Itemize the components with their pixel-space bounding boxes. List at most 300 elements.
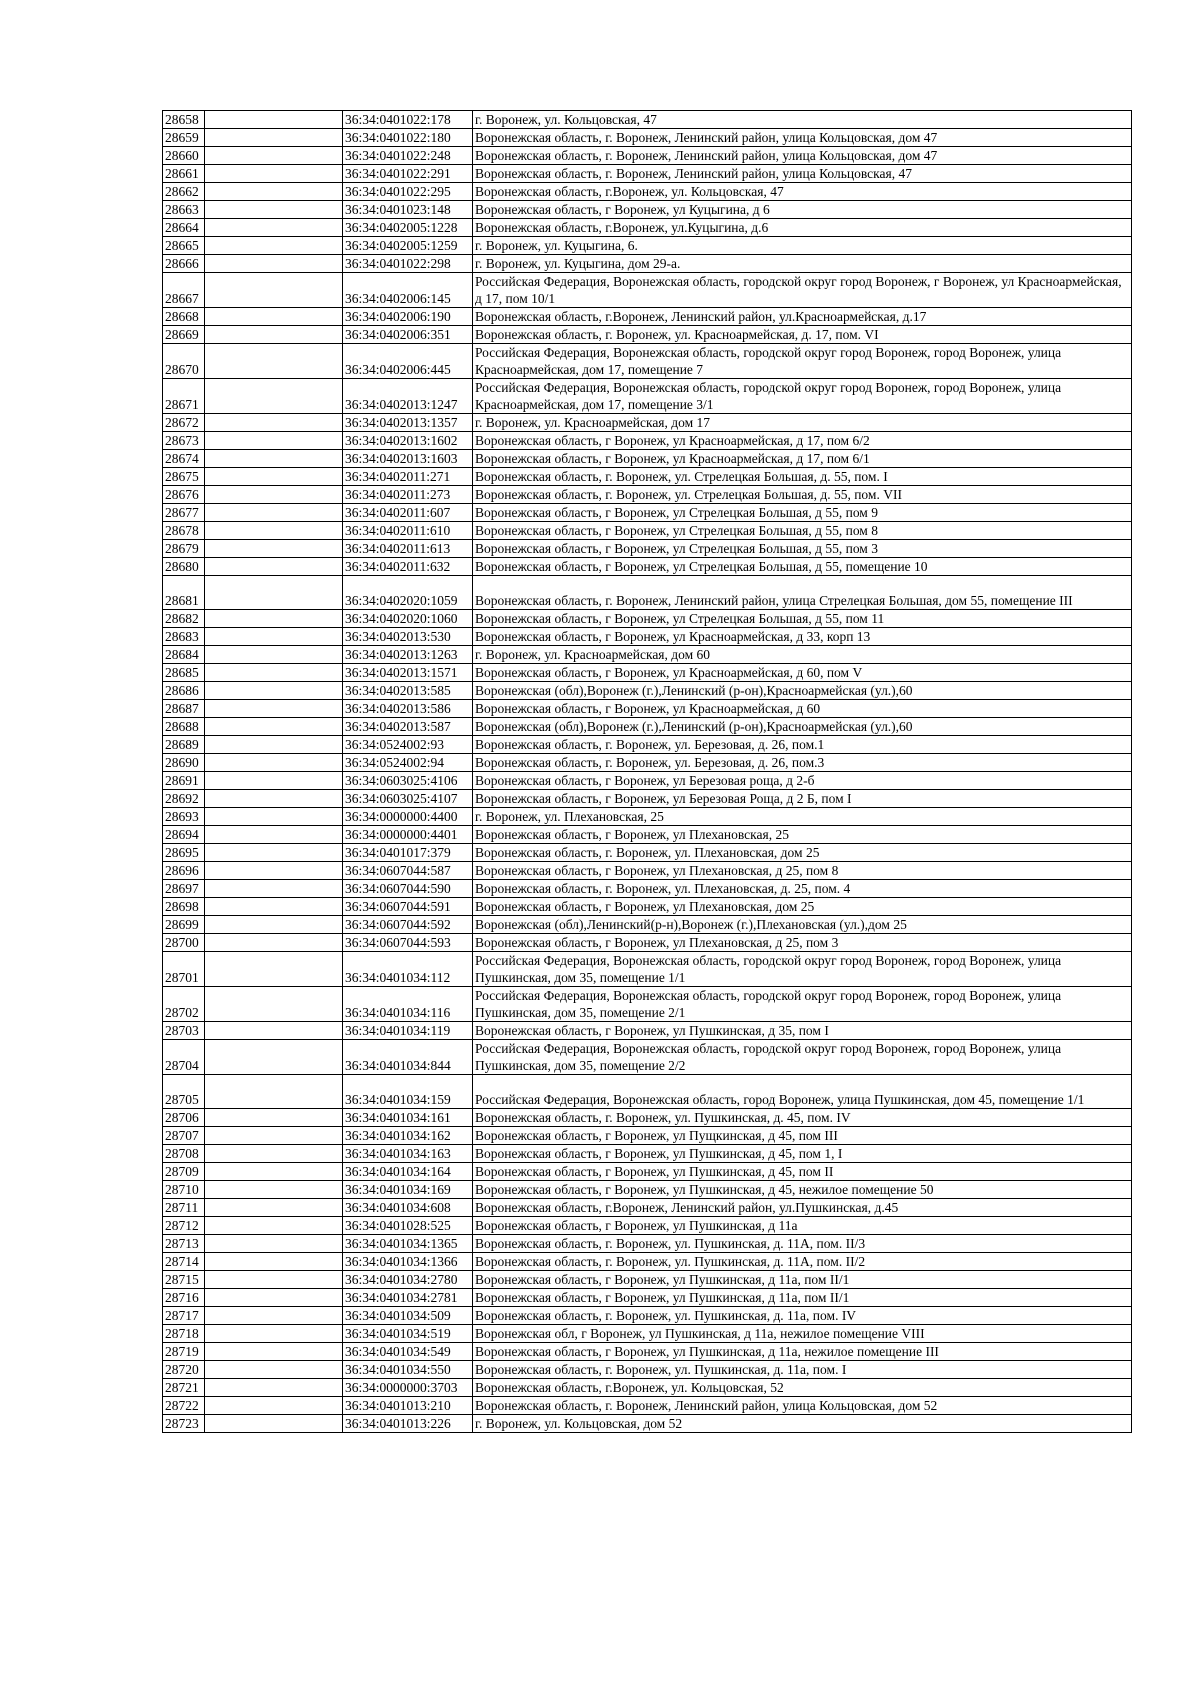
cadastral-number: 36:34:0402011:271 <box>343 468 473 486</box>
cadastral-number: 36:34:0401017:379 <box>343 844 473 862</box>
table-row <box>163 700 1132 718</box>
table-row <box>163 646 1132 664</box>
cadastral-number: 36:34:0402011:273 <box>343 486 473 504</box>
table-row <box>163 237 1132 255</box>
empty-cell <box>205 628 343 646</box>
row-number: 28686 <box>163 682 205 700</box>
table-row <box>163 934 1132 952</box>
empty-cell <box>205 540 343 558</box>
empty-cell <box>205 558 343 576</box>
row-number: 28660 <box>163 147 205 165</box>
empty-cell <box>205 862 343 880</box>
empty-cell <box>205 844 343 862</box>
address: Воронежская область, г Воронеж, ул Пушкинская, д 45, нежилое помещение 50 <box>473 1181 1132 1199</box>
address: Воронежская область, г. Воронеж, ул. Березовая, д. 26, пом.1 <box>473 736 1132 754</box>
cadastral-number: 36:34:0401034:116 <box>343 987 473 1022</box>
cadastral-number: 36:34:0401034:608 <box>343 1199 473 1217</box>
cadastral-number: 36:34:0401034:1366 <box>343 1253 473 1271</box>
row-number: 28691 <box>163 772 205 790</box>
cadastral-number: 36:34:0402011:632 <box>343 558 473 576</box>
document-page <box>162 110 1132 1433</box>
empty-cell <box>205 255 343 273</box>
table-row <box>163 1163 1132 1181</box>
empty-cell <box>205 1361 343 1379</box>
empty-cell <box>205 1181 343 1199</box>
empty-cell <box>205 1127 343 1145</box>
address: Российская Федерация, Воронежская область, городской округ город Воронеж, город Воронеж, улица Красноармейская, дом 17, помещение 7 <box>473 344 1132 379</box>
cadastral-number: 36:34:0402013:1603 <box>343 450 473 468</box>
row-number: 28689 <box>163 736 205 754</box>
empty-cell <box>205 1289 343 1307</box>
address: г. Воронеж, ул. Куцыгина, 6. <box>473 237 1132 255</box>
cadastral-number: 36:34:0603025:4107 <box>343 790 473 808</box>
empty-cell <box>205 1235 343 1253</box>
row-number: 28708 <box>163 1145 205 1163</box>
row-number: 28723 <box>163 1415 205 1433</box>
row-number: 28722 <box>163 1397 205 1415</box>
cadastral-number: 36:34:0401023:148 <box>343 201 473 219</box>
cadastral-number: 36:34:0607044:592 <box>343 916 473 934</box>
cadastral-number: 36:34:0401034:169 <box>343 1181 473 1199</box>
address: Воронежская область, г Воронеж, ул Красноармейская, д 17, пом 6/2 <box>473 432 1132 450</box>
table-row <box>163 826 1132 844</box>
table-row <box>163 379 1132 414</box>
address: Российская Федерация, Воронежская область, городской округ город Воронеж, город Воронеж, улица Пушкинская, дом 35, помещение 2/2 <box>473 1040 1132 1075</box>
address: Воронежская область, г. Воронеж, Ленинский район, улица Кольцовская, дом 47 <box>473 129 1132 147</box>
empty-cell <box>205 898 343 916</box>
empty-cell <box>205 1307 343 1325</box>
row-number: 28710 <box>163 1181 205 1199</box>
cadastral-number: 36:34:0401013:226 <box>343 1415 473 1433</box>
address: Воронежская область, г. Воронеж, ул. Березовая, д. 26, пом.3 <box>473 754 1132 772</box>
table-row <box>163 862 1132 880</box>
empty-cell <box>205 308 343 326</box>
address: Российская Федерация, Воронежская область, городской округ город Воронеж, город Воронеж, улица Красноармейская, дом 17, помещение 3/1 <box>473 379 1132 414</box>
empty-cell <box>205 504 343 522</box>
empty-cell <box>205 1163 343 1181</box>
empty-cell <box>205 273 343 308</box>
row-number: 28677 <box>163 504 205 522</box>
table-row <box>163 664 1132 682</box>
cadastral-number: 36:34:0000000:4400 <box>343 808 473 826</box>
cadastral-number: 36:34:0524002:94 <box>343 754 473 772</box>
address: Воронежская область, г Воронеж, ул Куцыгина, д 6 <box>473 201 1132 219</box>
row-number: 28671 <box>163 379 205 414</box>
table-row <box>163 344 1132 379</box>
address: г. Воронеж, ул. Куцыгина, дом 29-а. <box>473 255 1132 273</box>
empty-cell <box>205 772 343 790</box>
empty-cell <box>205 754 343 772</box>
address: г. Воронеж, ул. Красноармейская, дом 17 <box>473 414 1132 432</box>
address: Воронежская область, г Воронеж, ул Березовая Роща, д 2 Б, пом I <box>473 790 1132 808</box>
address: г. Воронеж, ул. Красноармейская, дом 60 <box>473 646 1132 664</box>
address: Воронежская область, г Воронеж, ул Пушкинская, д 11а, пом II/1 <box>473 1289 1132 1307</box>
table-row <box>163 1022 1132 1040</box>
empty-cell <box>205 111 343 129</box>
address: Воронежская область, г Воронеж, ул Стрелецкая Большая, д 55, пом 3 <box>473 540 1132 558</box>
cadastral-number: 36:34:0402013:1571 <box>343 664 473 682</box>
table-row <box>163 790 1132 808</box>
table-row <box>163 522 1132 540</box>
empty-cell <box>205 201 343 219</box>
empty-cell <box>205 1343 343 1361</box>
address: Воронежская область, г Воронеж, ул Пушкинская, д 11а, нежилое помещение III <box>473 1343 1132 1361</box>
address: Воронежская (обл),Воронеж (г.),Ленинский (р-он),Красноармейская (ул.),60 <box>473 718 1132 736</box>
table-row <box>163 1127 1132 1145</box>
empty-cell <box>205 880 343 898</box>
table-row <box>163 1343 1132 1361</box>
row-number: 28679 <box>163 540 205 558</box>
table-row <box>163 432 1132 450</box>
cadastral-number: 36:34:0402013:1602 <box>343 432 473 450</box>
empty-cell <box>205 1199 343 1217</box>
empty-cell <box>205 646 343 664</box>
row-number: 28717 <box>163 1307 205 1325</box>
table-row <box>163 1271 1132 1289</box>
empty-cell <box>205 1253 343 1271</box>
cadastral-number: 36:34:0607044:590 <box>343 880 473 898</box>
table-row <box>163 183 1132 201</box>
row-number: 28687 <box>163 700 205 718</box>
row-number: 28716 <box>163 1289 205 1307</box>
cadastral-number: 36:34:0402006:445 <box>343 344 473 379</box>
cadastral-number: 36:34:0401034:163 <box>343 1145 473 1163</box>
cadastral-number: 36:34:0401028:525 <box>343 1217 473 1235</box>
row-number: 28663 <box>163 201 205 219</box>
row-number: 28659 <box>163 129 205 147</box>
row-number: 28685 <box>163 664 205 682</box>
address: г. Воронеж, ул. Кольцовская, 47 <box>473 111 1132 129</box>
table-row <box>163 201 1132 219</box>
row-number: 28714 <box>163 1253 205 1271</box>
address: Воронежская область, г Воронеж, ул Пушкинская, д 35, пом I <box>473 1022 1132 1040</box>
row-number: 28658 <box>163 111 205 129</box>
table-row <box>163 1181 1132 1199</box>
table-row <box>163 326 1132 344</box>
cadastral-number: 36:34:0402011:607 <box>343 504 473 522</box>
empty-cell <box>205 1379 343 1397</box>
row-number: 28694 <box>163 826 205 844</box>
row-number: 28676 <box>163 486 205 504</box>
cadastral-number: 36:34:0401034:2781 <box>343 1289 473 1307</box>
address: г. Воронеж, ул. Кольцовская, дом 52 <box>473 1415 1132 1433</box>
row-number: 28702 <box>163 987 205 1022</box>
cadastral-number: 36:34:0401022:180 <box>343 129 473 147</box>
address: Воронежская область, г Воронеж, ул Плехановская, д 25, пом 3 <box>473 934 1132 952</box>
cadastral-number: 36:34:0402006:190 <box>343 308 473 326</box>
row-number: 28682 <box>163 610 205 628</box>
table-row <box>163 147 1132 165</box>
empty-cell <box>205 1109 343 1127</box>
table-row <box>163 1397 1132 1415</box>
row-number: 28720 <box>163 1361 205 1379</box>
empty-cell <box>205 576 343 610</box>
cadastral-number: 36:34:0607044:593 <box>343 934 473 952</box>
cadastral-number: 36:34:0402020:1060 <box>343 610 473 628</box>
table-row <box>163 682 1132 700</box>
empty-cell <box>205 450 343 468</box>
table-row <box>163 540 1132 558</box>
table-row <box>163 1145 1132 1163</box>
cadastral-number: 36:34:0401034:519 <box>343 1325 473 1343</box>
table-row <box>163 504 1132 522</box>
row-number: 28692 <box>163 790 205 808</box>
empty-cell <box>205 736 343 754</box>
address: Воронежская область, г.Воронеж, ул. Кольцовская, 47 <box>473 183 1132 201</box>
table-row <box>163 754 1132 772</box>
row-number: 28688 <box>163 718 205 736</box>
table-row <box>163 952 1132 987</box>
cadastral-number: 36:34:0401034:549 <box>343 1343 473 1361</box>
address: Воронежская область, г. Воронеж, ул. Пушкинская, д. 11А, пом. II/2 <box>473 1253 1132 1271</box>
empty-cell <box>205 718 343 736</box>
cadastral-number: 36:34:0402013:586 <box>343 700 473 718</box>
cadastral-number: 36:34:0401034:119 <box>343 1022 473 1040</box>
register-body <box>163 111 1132 1433</box>
address: Воронежская область, г. Воронеж, Ленинский район, улица Стрелецкая Большая, дом 55, помещение III <box>473 576 1132 610</box>
empty-cell <box>205 610 343 628</box>
empty-cell <box>205 432 343 450</box>
table-row <box>163 308 1132 326</box>
table-row <box>163 414 1132 432</box>
cadastral-number: 36:34:0402020:1059 <box>343 576 473 610</box>
row-number: 28709 <box>163 1163 205 1181</box>
empty-cell <box>205 1040 343 1075</box>
row-number: 28704 <box>163 1040 205 1075</box>
table-row <box>163 1415 1132 1433</box>
empty-cell <box>205 468 343 486</box>
table-row <box>163 1307 1132 1325</box>
row-number: 28699 <box>163 916 205 934</box>
row-number: 28675 <box>163 468 205 486</box>
empty-cell <box>205 952 343 987</box>
row-number: 28670 <box>163 344 205 379</box>
address: Воронежская область, г Воронеж, ул Стрелецкая Большая, д 55, помещение 10 <box>473 558 1132 576</box>
row-number: 28703 <box>163 1022 205 1040</box>
cadastral-number: 36:34:0402005:1259 <box>343 237 473 255</box>
empty-cell <box>205 326 343 344</box>
cadastral-number: 36:34:0401034:550 <box>343 1361 473 1379</box>
cadastral-number: 36:34:0401034:112 <box>343 952 473 987</box>
row-number: 28666 <box>163 255 205 273</box>
address: Воронежская область, г Воронеж, ул Красноармейская, д 60, пом V <box>473 664 1132 682</box>
cadastral-number: 36:34:0402006:351 <box>343 326 473 344</box>
table-row <box>163 1289 1132 1307</box>
empty-cell <box>205 1415 343 1433</box>
empty-cell <box>205 1022 343 1040</box>
table-row <box>163 450 1132 468</box>
empty-cell <box>205 522 343 540</box>
cadastral-number: 36:34:0402013:585 <box>343 682 473 700</box>
row-number: 28683 <box>163 628 205 646</box>
table-row <box>163 1235 1132 1253</box>
row-number: 28712 <box>163 1217 205 1235</box>
cadastral-number: 36:34:0603025:4106 <box>343 772 473 790</box>
row-number: 28681 <box>163 576 205 610</box>
cadastral-number: 36:34:0524002:93 <box>343 736 473 754</box>
address: Воронежская область, г.Воронеж, ул. Кольцовская, 52 <box>473 1379 1132 1397</box>
row-number: 28690 <box>163 754 205 772</box>
table-row <box>163 1379 1132 1397</box>
address: Воронежская область, г. Воронеж, ул. Пушкинская, д. 11а, пом. I <box>473 1361 1132 1379</box>
cadastral-number: 36:34:0401034:1365 <box>343 1235 473 1253</box>
empty-cell <box>205 414 343 432</box>
address: Воронежская область, г. Воронеж, ул. Стрелецкая Большая, д. 55, пом. VII <box>473 486 1132 504</box>
table-row <box>163 273 1132 308</box>
cadastral-number: 36:34:0402013:1247 <box>343 379 473 414</box>
table-row <box>163 880 1132 898</box>
address: Воронежская область, г Воронеж, ул Пущкинская, д 45, пом III <box>473 1127 1132 1145</box>
cadastral-number: 36:34:0607044:591 <box>343 898 473 916</box>
cadastral-number: 36:34:0401022:248 <box>343 147 473 165</box>
row-number: 28667 <box>163 273 205 308</box>
cadastral-number: 36:34:0000000:4401 <box>343 826 473 844</box>
cadastral-number: 36:34:0402005:1228 <box>343 219 473 237</box>
row-number: 28661 <box>163 165 205 183</box>
row-number: 28680 <box>163 558 205 576</box>
address: Российская Федерация, Воронежская область, городской округ город Воронеж, город Воронеж, улица Пушкинская, дом 35, помещение 1/1 <box>473 952 1132 987</box>
address: Воронежская область, г Воронеж, ул Пушкинская, д 45, пом II <box>473 1163 1132 1181</box>
empty-cell <box>205 664 343 682</box>
empty-cell <box>205 826 343 844</box>
address: Воронежская область, г Воронеж, ул Красноармейская, д 33, корп 13 <box>473 628 1132 646</box>
empty-cell <box>205 165 343 183</box>
address: Воронежская область, г Воронеж, ул Березовая роща, д 2-б <box>473 772 1132 790</box>
row-number: 28719 <box>163 1343 205 1361</box>
address: г. Воронеж, ул. Плехановская, 25 <box>473 808 1132 826</box>
row-number: 28696 <box>163 862 205 880</box>
table-row <box>163 255 1132 273</box>
address: Воронежская область, г. Воронеж, Ленинский район, улица Кольцовская, 47 <box>473 165 1132 183</box>
cadastral-number: 36:34:0402013:530 <box>343 628 473 646</box>
row-number: 28662 <box>163 183 205 201</box>
row-number: 28684 <box>163 646 205 664</box>
row-number: 28669 <box>163 326 205 344</box>
cadastral-number: 36:34:0402006:145 <box>343 273 473 308</box>
address: Воронежская область, г. Воронеж, ул. Плехановская, д. 25, пом. 4 <box>473 880 1132 898</box>
address: Российская Федерация, Воронежская область, городской округ город Воронеж, город Воронеж, улица Пушкинская, дом 35, помещение 2/1 <box>473 987 1132 1022</box>
empty-cell <box>205 1325 343 1343</box>
row-number: 28674 <box>163 450 205 468</box>
table-row <box>163 576 1132 610</box>
row-number: 28668 <box>163 308 205 326</box>
address: Воронежская область, г Воронеж, ул Пушкинская, д 11а, пом II/1 <box>473 1271 1132 1289</box>
empty-cell <box>205 934 343 952</box>
table-row <box>163 1325 1132 1343</box>
cadastral-number: 36:34:0607044:587 <box>343 862 473 880</box>
cadastral-number: 36:34:0402011:613 <box>343 540 473 558</box>
cadastral-number: 36:34:0401022:298 <box>343 255 473 273</box>
row-number: 28693 <box>163 808 205 826</box>
cadastral-number: 36:34:0401034:164 <box>343 1163 473 1181</box>
address: Воронежская область, г Воронеж, ул Красноармейская, д 60 <box>473 700 1132 718</box>
cadastral-number: 36:34:0000000:3703 <box>343 1379 473 1397</box>
cadastral-number: 36:34:0401034:509 <box>343 1307 473 1325</box>
row-number: 28664 <box>163 219 205 237</box>
address: Воронежская область, г Воронеж, ул Красноармейская, д 17, пом 6/1 <box>473 450 1132 468</box>
empty-cell <box>205 1217 343 1235</box>
table-row <box>163 468 1132 486</box>
cadastral-number: 36:34:0402013:1357 <box>343 414 473 432</box>
table-row <box>163 1040 1132 1075</box>
address: Воронежская область, г. Воронеж, ул. Пушкинская, д. 45, пом. IV <box>473 1109 1132 1127</box>
row-number: 28701 <box>163 952 205 987</box>
address: Воронежская область, г. Воронеж, ул. Стрелецкая Большая, д. 55, пом. I <box>473 468 1132 486</box>
row-number: 28665 <box>163 237 205 255</box>
row-number: 28705 <box>163 1075 205 1109</box>
row-number: 28673 <box>163 432 205 450</box>
row-number: 28697 <box>163 880 205 898</box>
address: Воронежская область, г Воронеж, ул Стрелецкая Большая, д 55, пом 8 <box>473 522 1132 540</box>
table-row <box>163 844 1132 862</box>
empty-cell <box>205 987 343 1022</box>
address: Воронежская область, г. Воронеж, ул. Плехановская, дом 25 <box>473 844 1132 862</box>
address: Воронежская область, г. Воронеж, ул. Пушкинская, д. 11А, пом. II/3 <box>473 1235 1132 1253</box>
address: Воронежская область, г.Воронеж, Ленинский район, ул.Пушкинская, д.45 <box>473 1199 1132 1217</box>
address: Воронежская область, г.Воронеж, Ленинский район, ул.Красноармейская, д.17 <box>473 308 1132 326</box>
empty-cell <box>205 147 343 165</box>
row-number: 28678 <box>163 522 205 540</box>
property-register-table <box>162 110 1132 1433</box>
table-row <box>163 610 1132 628</box>
table-row <box>163 1199 1132 1217</box>
table-row <box>163 772 1132 790</box>
table-row <box>163 736 1132 754</box>
empty-cell <box>205 129 343 147</box>
address: Воронежская область, г Воронеж, ул Плехановская, д 25, пом 8 <box>473 862 1132 880</box>
table-row <box>163 165 1132 183</box>
table-row <box>163 486 1132 504</box>
address: Воронежская область, г Воронеж, ул Плехановская, 25 <box>473 826 1132 844</box>
table-row <box>163 1361 1132 1379</box>
address: Воронежская (обл),Воронеж (г.),Ленинский (р-он),Красноармейская (ул.),60 <box>473 682 1132 700</box>
empty-cell <box>205 1075 343 1109</box>
address: Воронежская область, г.Воронеж, ул.Куцыгина, д.6 <box>473 219 1132 237</box>
empty-cell <box>205 183 343 201</box>
table-row <box>163 1075 1132 1109</box>
empty-cell <box>205 1397 343 1415</box>
empty-cell <box>205 379 343 414</box>
address: Воронежская область, г Воронеж, ул Пушкинская, д 45, пом 1, I <box>473 1145 1132 1163</box>
row-number: 28713 <box>163 1235 205 1253</box>
address: Российская Федерация, Воронежская область, городской округ город Воронеж, г Воронеж, ул Красноармейская, д 17, пом 10/1 <box>473 273 1132 308</box>
table-row <box>163 219 1132 237</box>
empty-cell <box>205 916 343 934</box>
cadastral-number: 36:34:0401034:844 <box>343 1040 473 1075</box>
table-row <box>163 129 1132 147</box>
empty-cell <box>205 682 343 700</box>
table-row <box>163 111 1132 129</box>
empty-cell <box>205 1145 343 1163</box>
table-row <box>163 718 1132 736</box>
cadastral-number: 36:34:0401034:161 <box>343 1109 473 1127</box>
table-row <box>163 1217 1132 1235</box>
address: Российская Федерация, Воронежская область, город Воронеж, улица Пушкинская, дом 45, помещение 1/1 <box>473 1075 1132 1109</box>
row-number: 28672 <box>163 414 205 432</box>
cadastral-number: 36:34:0402013:587 <box>343 718 473 736</box>
empty-cell <box>205 790 343 808</box>
cadastral-number: 36:34:0401034:162 <box>343 1127 473 1145</box>
empty-cell <box>205 1271 343 1289</box>
address: Воронежская область, г. Воронеж, ул. Пушкинская, д. 11а, пом. IV <box>473 1307 1132 1325</box>
table-row <box>163 916 1132 934</box>
address: Воронежская область, г Воронеж, ул Плехановская, дом 25 <box>473 898 1132 916</box>
row-number: 28706 <box>163 1109 205 1127</box>
row-number: 28707 <box>163 1127 205 1145</box>
cadastral-number: 36:34:0401022:291 <box>343 165 473 183</box>
row-number: 28718 <box>163 1325 205 1343</box>
table-row <box>163 808 1132 826</box>
